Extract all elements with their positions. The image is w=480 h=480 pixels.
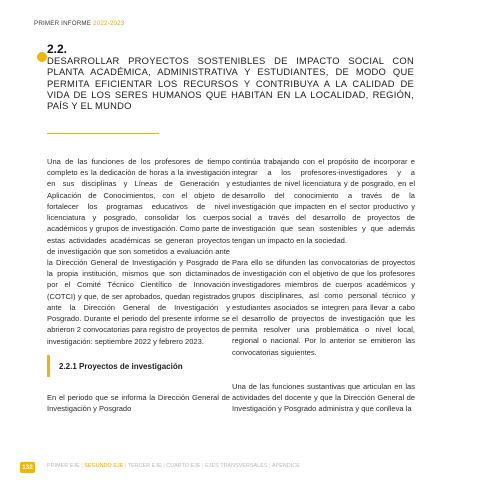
running-header <box>34 20 124 27</box>
section-title: DESARROLLAR PROYECTOS SOSTENIBLES DE IMPACTO SOCIAL CON PLANTA ACADÉMICA, ADMINISTRATIVA Y ESTUDIANTES, DE MODO QUE PERMITA EFICIENTAR LOS RECURSOS Y CONTRIBUYA A LA CALIDAD DE VIDA DE LOS SERES HUMANOS QUE HABITAN EN LA LOCALIDAD, REGIÓN, PAÍS Y EL MUNDO <box>47 55 414 112</box>
footer-nav-separator: | <box>124 463 127 469</box>
section-marker-dot <box>37 52 47 62</box>
footer-nav-item[interactable]: TERCER EJE <box>127 463 162 469</box>
right-paragraph-2: Para ello se difunden las convocatorias de proyectos de investigación con el objetivo de que los profesores investigadores miembros de cuerpos académicos y grupos disciplinares, así como personal técnico y estudiantes asociados se integren para llevar a cabo el desarrollo de proyectos de investigación que les permita resolver una problemática o nivel local, regional o nacional. Por lo anterior se emitieron las convocatorias siguientes. <box>232 257 415 357</box>
right-paragraph-1: continúa trabajando con el propósito de incorporar e integrar a los profesores-investigadores y a estudiantes de nivel licenciatura y de posgrado, en el desarrollo del conocimiento a través de la investigación que impacten en el sector productivo y social a través del desarrollo de proyectos de investigación que sean sostenibles y que además tengan un impacto en la sociedad. <box>232 157 415 245</box>
footer-nav-separator: | <box>269 463 271 469</box>
subsection-title: 2.2.1 Proyectos de investigación <box>59 361 183 371</box>
footer-nav-item[interactable]: EJES TRANSVERSALES <box>205 463 268 469</box>
page-number-badge: 132 <box>20 462 35 473</box>
right-column <box>232 156 415 414</box>
subsection-heading <box>47 354 230 378</box>
left-column <box>47 156 230 414</box>
left-paragraph-2: En el periodo que se informa la Dirección General de Investigación y Posgrado <box>47 392 230 413</box>
footer-nav-separator: | <box>163 463 165 469</box>
footer-nav-separator: | <box>81 463 83 469</box>
footer-axis-nav <box>47 463 300 469</box>
report-label: PRIMER INFORME <box>34 20 92 27</box>
right-paragraph-3: Una de las funciones sustantivas que articulan en las actividades del docente y que la Dirección General de Investigación y Posgrado administra y que conlleva la <box>232 381 415 414</box>
footer-nav-item-active[interactable]: SEGUNDO EJE <box>84 463 124 469</box>
section-number: 2.2. <box>47 42 68 56</box>
footer-nav-item[interactable]: PRIMER EJE <box>47 463 80 469</box>
section-title-underline <box>47 133 159 134</box>
subsection-accent-bar <box>47 355 50 377</box>
left-paragraph-1: Una de las funciones de los profesores de tiempo completo es la dedicación de horas a la investigación en sus disciplinas y Líneas de Generación y Aplicación de Conocimientos, con el objeto de fortalecer los programas educativos de nivel licenciatura y posgrado, consolidar los cuerpos académicos y grupos de investigación. Como parte de estas actividades académicas se generan proyectos de investigación que son sometidos a evaluación ante la Dirección General de Investigación y Posgrado de la propia institución, mismos que son dictaminados por el Comité Técnico Científico de Innovación (COTCI) y que, de ser aprobados, quedan registrados ante la Dirección General de Investigación y Posgrado. Durante el periodo del presente informe se abrieron 2 convocatorias para registro de proyectos de investigación: septiembre 2022 y febrero 2023. <box>47 157 230 346</box>
footer-nav-item[interactable]: CUARTO EJE <box>166 463 201 469</box>
footer-nav-item[interactable]: APÉNDICE <box>271 463 300 469</box>
report-years: 2022-2023 <box>93 20 125 27</box>
footer-nav-separator: | <box>202 463 204 469</box>
